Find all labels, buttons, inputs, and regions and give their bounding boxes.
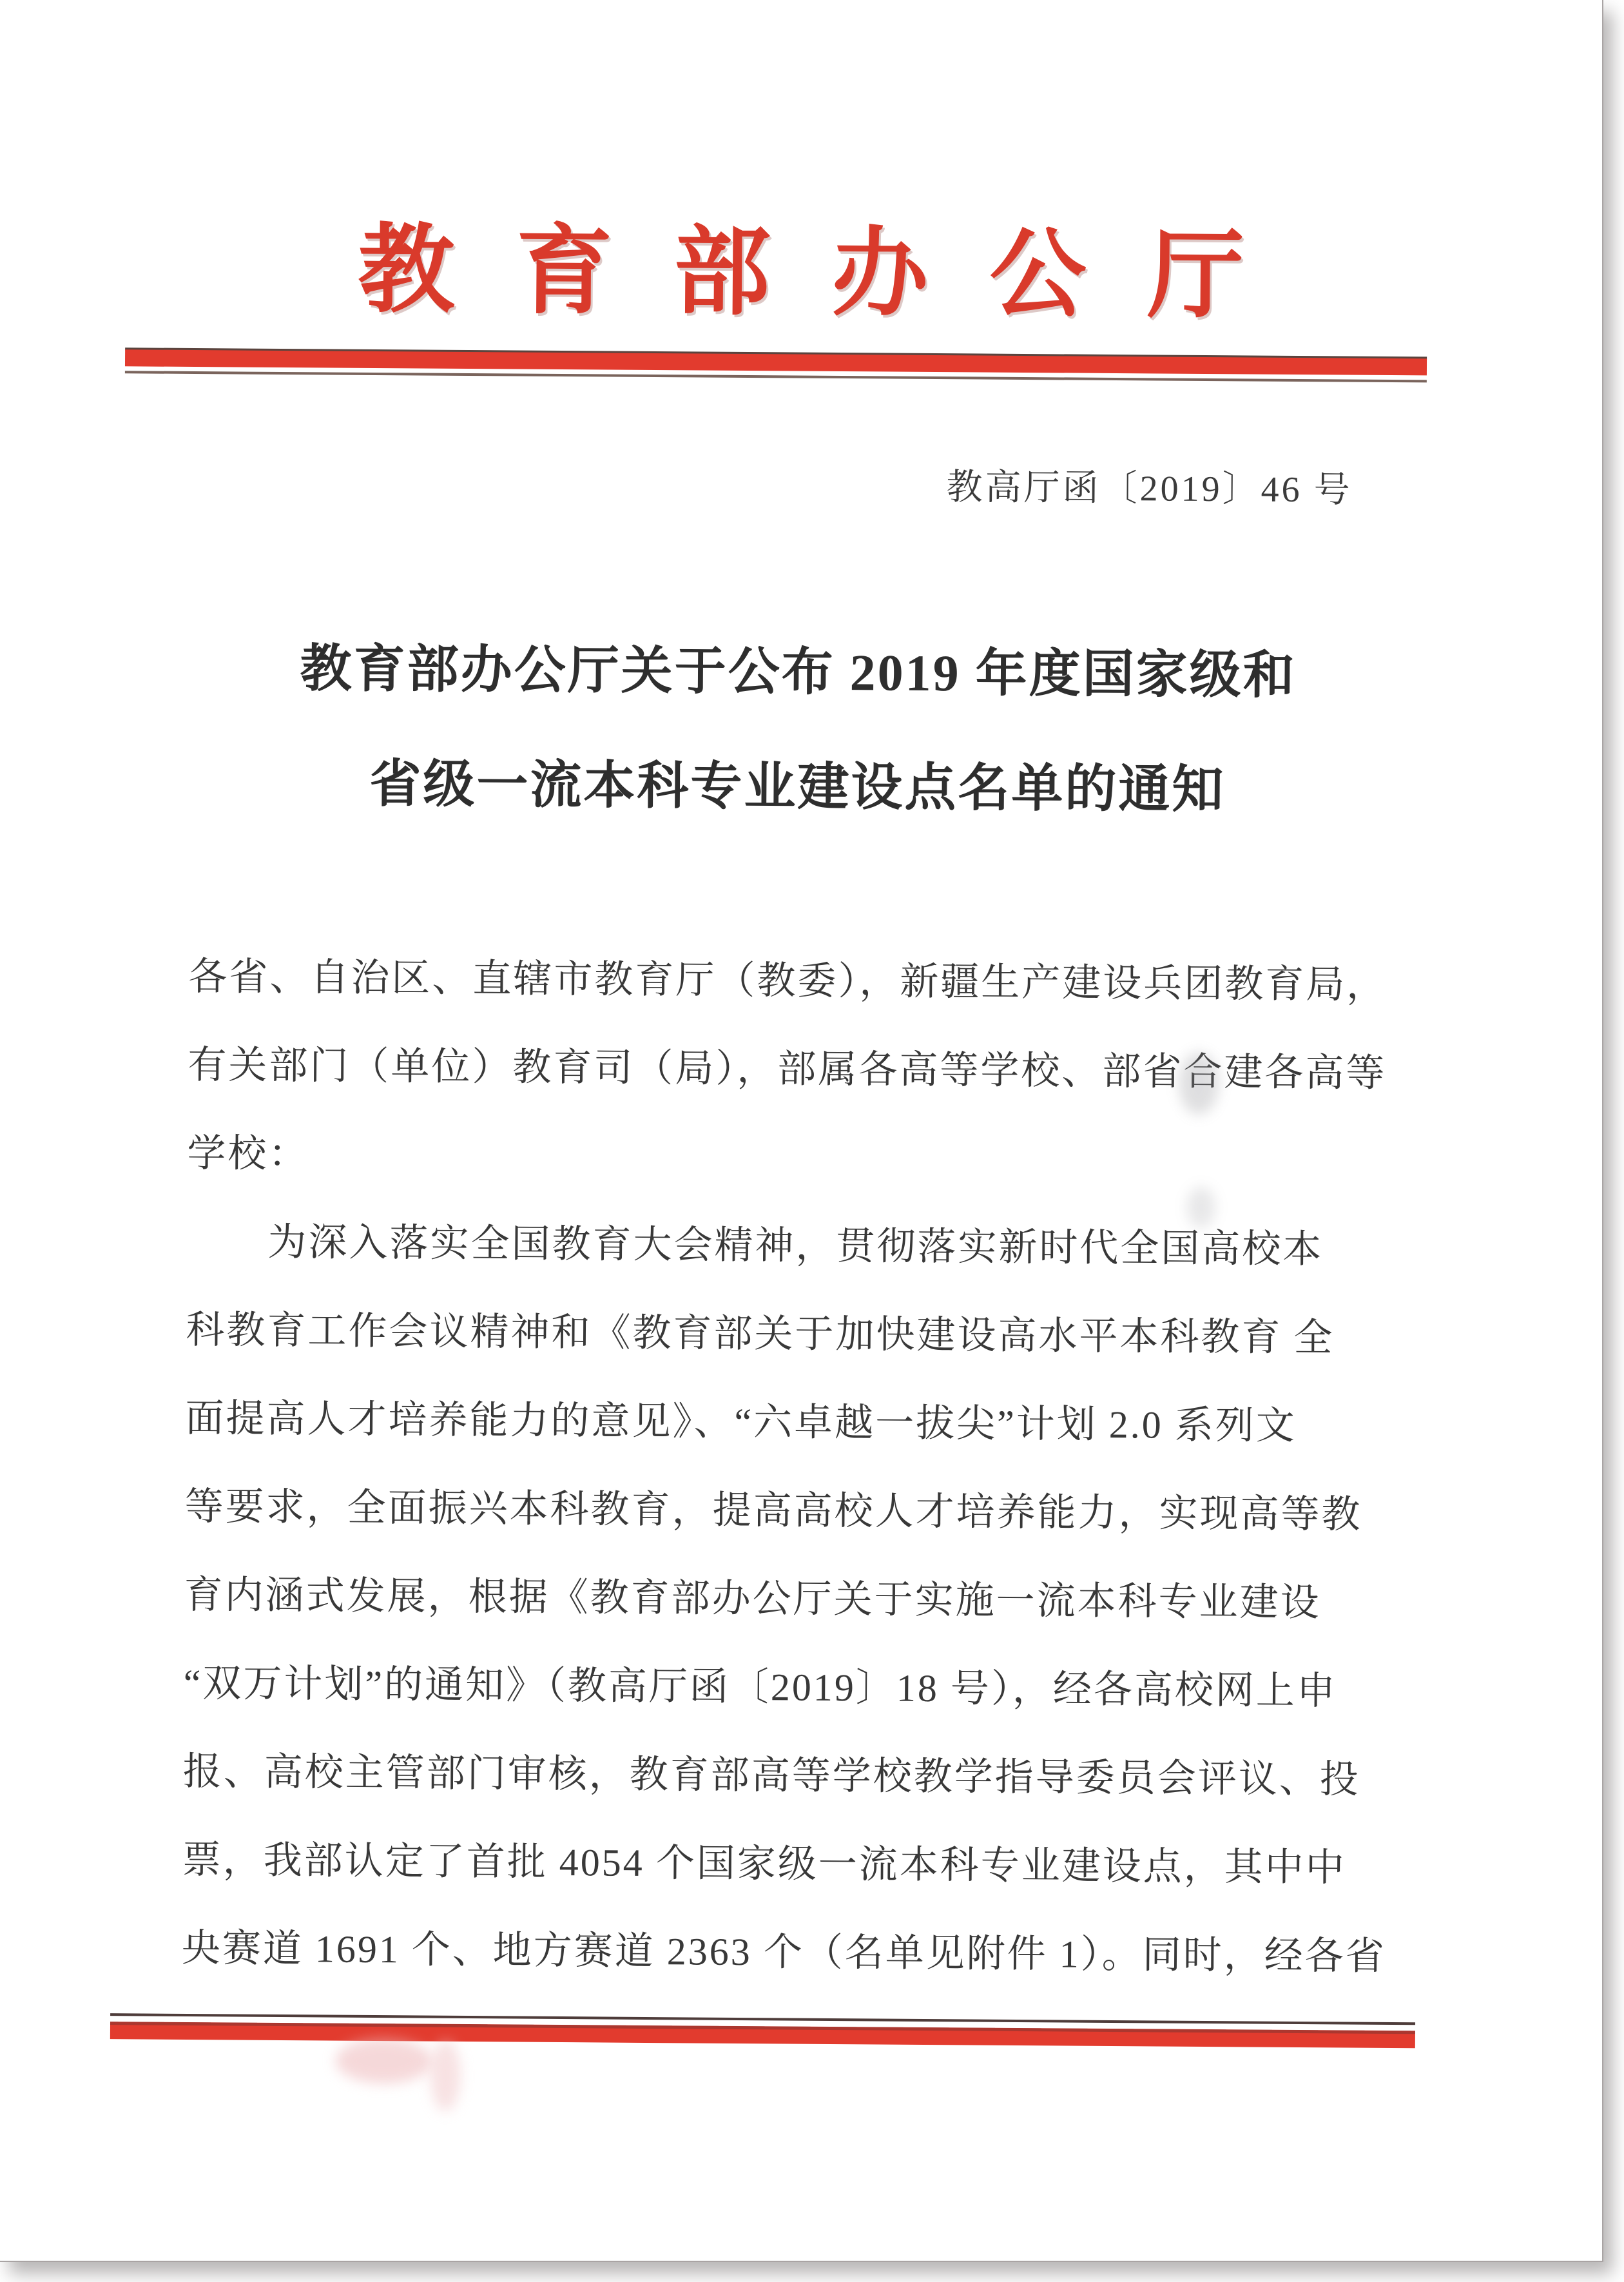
body-line: 各省、自治区、直辖市教育厅（教委），新疆生产建设兵团教育局， (188, 955, 1387, 1006)
body-line: 科教育工作会议精神和《教育部关于加快建设高水平本科教育 全 (186, 1308, 1335, 1360)
body-line: 为深入落实全国教育大会精神，贯彻落实新时代全国高校本 (267, 1220, 1324, 1271)
document-body (181, 933, 1432, 2001)
body-line: 报、高校主管部门审核，教育部高等学校教学指导委员会评议、投 (182, 1750, 1360, 1801)
scan-artifact (1187, 1187, 1215, 1228)
body-line: 面提高人才培养能力的意见》、“六卓越一拔尖”计划 2.0 系列文 (185, 1396, 1297, 1447)
scan-artifact (1179, 1053, 1219, 1115)
footer-separator-rule (110, 2013, 1415, 2048)
body-line: 学校： (187, 1131, 309, 1176)
document-title-line-1: 教育部办公厅关于公布 2019 年度国家级和 (300, 641, 1297, 705)
body-line: 央赛道 1691 个、地方赛道 2363 个（名单见附件 1）。同时，经各省 (181, 1926, 1387, 1978)
document-number: 教高厅函〔2019〕46 号 (946, 467, 1353, 511)
scan-artifact (335, 2038, 432, 2084)
body-line: 票，我部认定了首批 4054 个国家级一流本科专业建设点，其中中 (182, 1838, 1346, 1889)
document-title-line-2: 省级一流本科专业建设点名单的通知 (369, 756, 1226, 819)
masthead-separator-rule (125, 347, 1427, 382)
agency-masthead: 教育部办公厅 (357, 217, 1306, 331)
body-line: “双万计划”的通知》（教高厅函〔2019〕18 号），经各高校网上申 (183, 1661, 1338, 1713)
body-line: 等要求，全面振兴本科教育，提高高校人才培养能力，实现高等教 (184, 1485, 1362, 1536)
document-title (0, 610, 1600, 850)
body-line: 有关部门（单位）教育司（局），部属各高等学校、部省合建各高等 (188, 1043, 1387, 1095)
body-line: 育内涵式发展，根据《教育部办公厅关于实施一流本科专业建设 (184, 1573, 1321, 1624)
scan-artifact (430, 2040, 461, 2111)
